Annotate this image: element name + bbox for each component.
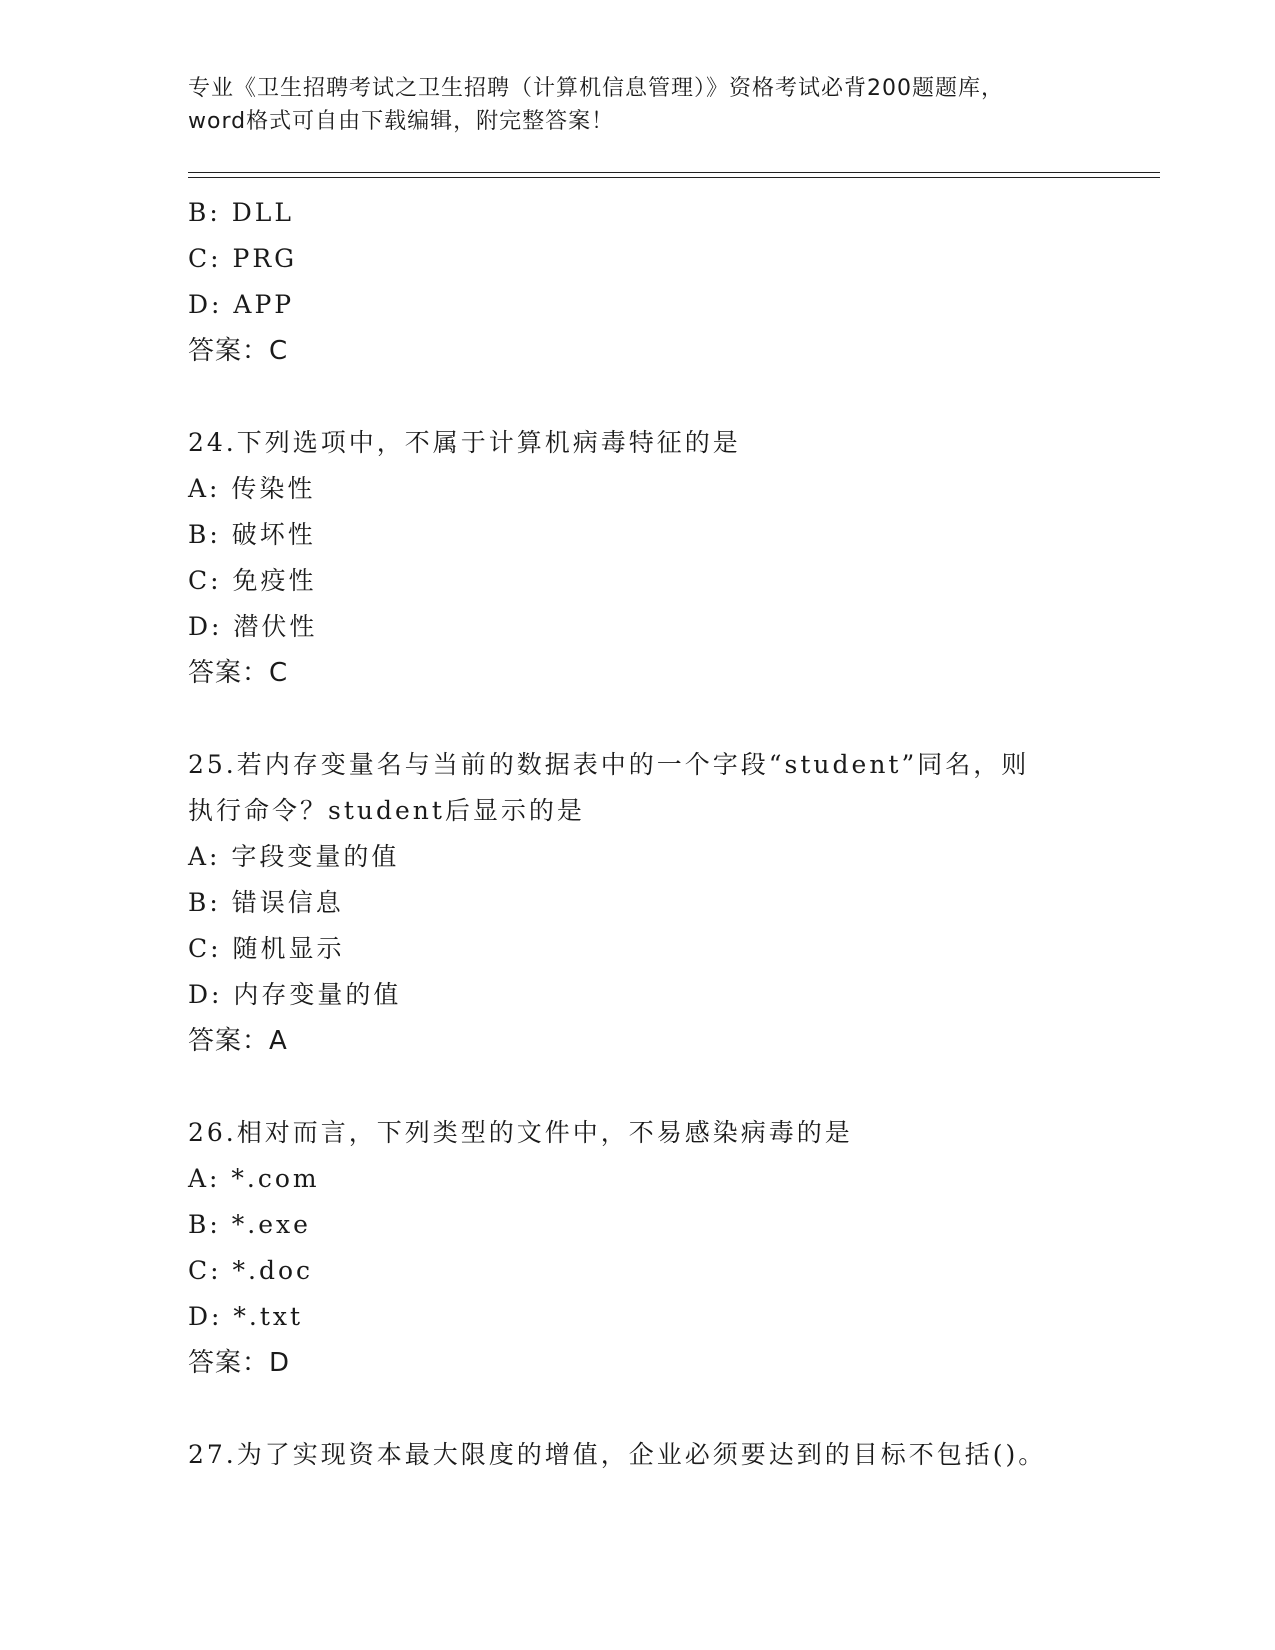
question-list [188, 190, 1088, 1478]
option-a: A: 字段变量的值 [188, 842, 400, 871]
option-b: B: DLL [188, 198, 294, 227]
option-d: D: APP [188, 290, 295, 319]
question-stem: 27.为了实现资本最大限度的增值，企业必须要达到的目标不包括()。 [188, 1440, 1047, 1469]
option-b: B: 破坏性 [188, 520, 316, 549]
option-d: D: 潜伏性 [188, 612, 318, 641]
question-23-continued [188, 190, 1088, 374]
header-divider-top [188, 172, 1160, 173]
question-26 [188, 1110, 1088, 1386]
spacer [188, 374, 1088, 420]
question-stem: 24.下列选项中，不属于计算机病毒特征的是 [188, 428, 741, 457]
option-c: C: *.doc [188, 1256, 314, 1285]
option-a: A: 传染性 [188, 474, 316, 503]
option-c: C: PRG [188, 244, 298, 273]
header-title-line-2: word格式可自由下载编辑，附完整答案！ [188, 109, 615, 134]
spacer [188, 1064, 1088, 1110]
header-divider-bottom [188, 177, 1160, 178]
spacer [188, 696, 1088, 742]
spacer [188, 1386, 1088, 1432]
question-stem-continued: 执行命令？student后显示的是 [188, 796, 585, 825]
option-d: D: 内存变量的值 [188, 980, 402, 1009]
answer: 答案：D [188, 1348, 291, 1378]
option-c: C: 免疫性 [188, 566, 317, 595]
header-title-line-1: 专业《卫生招聘考试之卫生招聘（计算机信息管理）》资格考试必背200题题库， [188, 76, 1004, 101]
option-b: B: 错误信息 [188, 888, 344, 917]
option-a: A: *.com [188, 1164, 320, 1193]
question-stem: 26.相对而言，下列类型的文件中，不易感染病毒的是 [188, 1118, 853, 1147]
option-c: C: 随机显示 [188, 934, 345, 963]
document-header [188, 72, 1088, 138]
question-27 [188, 1432, 1088, 1478]
option-b: B: *.exe [188, 1210, 311, 1239]
option-d: D: *.txt [188, 1302, 304, 1331]
question-25 [188, 742, 1088, 1064]
answer: 答案：A [188, 1026, 288, 1056]
question-stem: 25.若内存变量名与当前的数据表中的一个字段“student”同名，则 [188, 750, 1030, 779]
answer: 答案：C [188, 658, 289, 688]
answer: 答案：C [188, 336, 289, 366]
question-24 [188, 420, 1088, 696]
